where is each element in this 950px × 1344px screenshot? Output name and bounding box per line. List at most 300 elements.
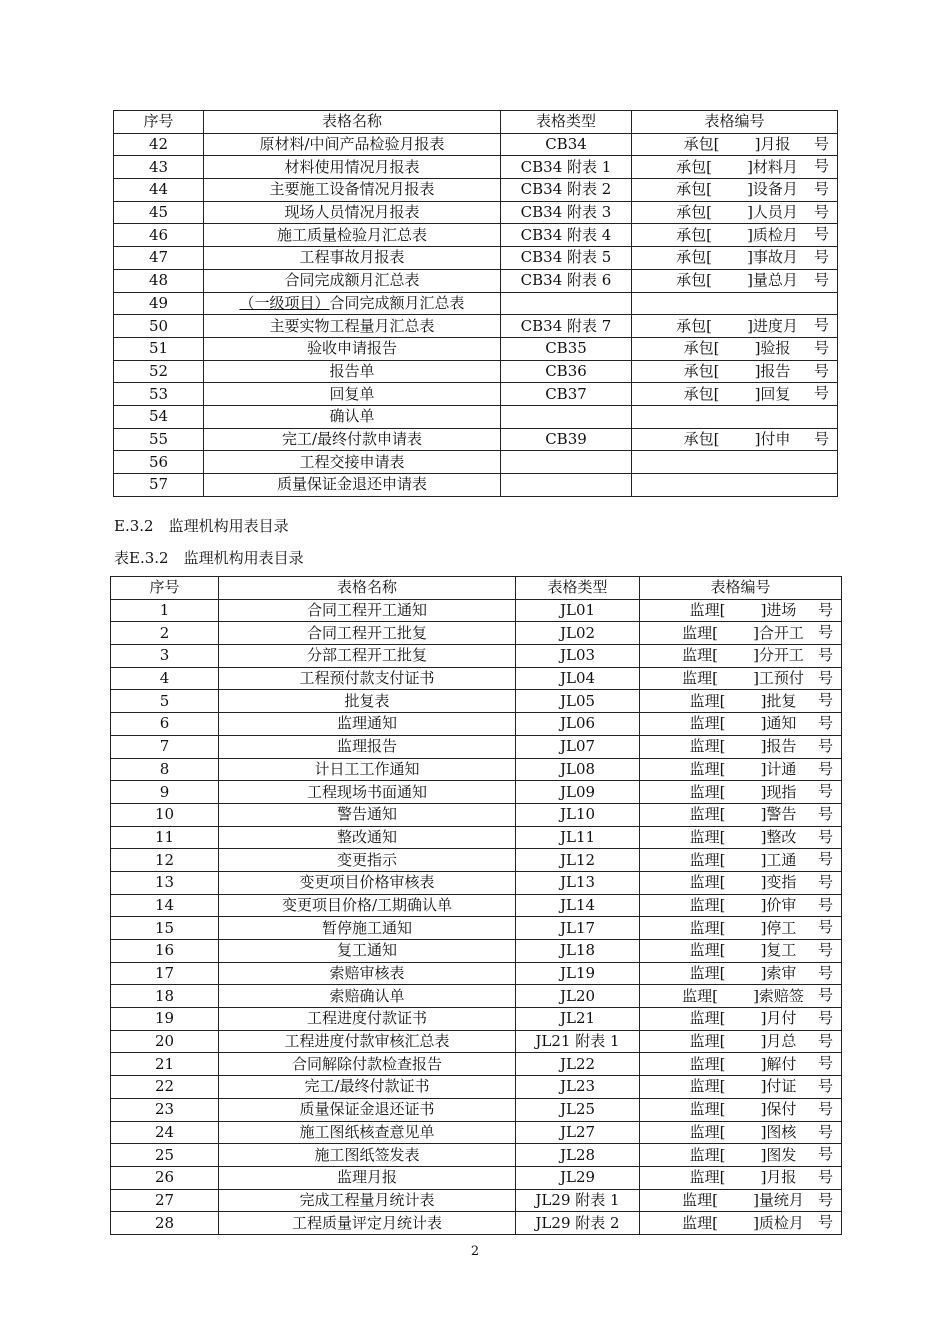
header-cell: 序号 xyxy=(114,111,204,134)
table-row xyxy=(111,985,842,1008)
form-code xyxy=(640,849,842,872)
form-type xyxy=(501,451,632,474)
row-number: 16 xyxy=(111,940,219,963)
code-word: ]图核 xyxy=(760,1122,797,1141)
code-suffix: 号 xyxy=(817,804,833,823)
table-row xyxy=(111,1189,842,1212)
form-name-underlined: （一级项目） xyxy=(239,293,330,312)
code-prefix: 监理[ xyxy=(682,1213,718,1232)
code-word: ]图发 xyxy=(760,1145,797,1164)
row-number: 48 xyxy=(114,269,204,292)
row-number: 56 xyxy=(114,451,204,474)
code-word: ]索赔签 xyxy=(753,986,804,1005)
code-suffix: 号 xyxy=(817,691,833,710)
row-number: 46 xyxy=(114,224,204,247)
form-name-text: 监理月报 xyxy=(336,1168,397,1187)
row-number: 21 xyxy=(111,1053,219,1076)
form-code xyxy=(640,985,842,1008)
form-code xyxy=(632,292,838,315)
row-number: 49 xyxy=(114,292,204,315)
row-number: 25 xyxy=(111,1144,219,1167)
code-prefix: 监理[ xyxy=(689,601,726,620)
code-suffix: 号 xyxy=(817,1054,833,1073)
header-row xyxy=(114,111,838,134)
form-name xyxy=(219,781,516,804)
form-type: JL03 xyxy=(516,645,640,668)
form-name xyxy=(204,133,501,156)
form-name-text: 分部工程开工批复 xyxy=(306,646,427,665)
form-code xyxy=(632,133,838,156)
header-cell: 表格名称 xyxy=(204,111,501,134)
form-name xyxy=(219,1076,516,1099)
table-row xyxy=(114,247,838,270)
form-type: JL18 xyxy=(516,940,640,963)
code-prefix: 监理[ xyxy=(689,691,726,710)
form-type xyxy=(501,292,632,315)
form-type xyxy=(501,474,632,497)
form-name xyxy=(204,156,501,179)
form-code xyxy=(632,360,838,383)
row-number: 44 xyxy=(114,179,204,202)
form-name-text: 暂停施工通知 xyxy=(321,918,412,937)
table-row xyxy=(114,474,838,497)
form-type: JL09 xyxy=(516,781,640,804)
form-type: CB34 附表 7 xyxy=(501,315,632,338)
code-prefix: 承包[ xyxy=(676,203,712,222)
table-row xyxy=(111,962,842,985)
form-name-text: 索赔确认单 xyxy=(329,986,405,1005)
row-number: 51 xyxy=(114,337,204,360)
form-name-text: 监理报告 xyxy=(336,737,397,756)
form-code xyxy=(640,713,842,736)
form-code xyxy=(640,940,842,963)
form-name xyxy=(204,337,501,360)
code-prefix: 承包[ xyxy=(683,429,720,448)
form-type: JL22 xyxy=(516,1053,640,1076)
code-suffix: 号 xyxy=(813,248,829,267)
form-code xyxy=(632,156,838,179)
form-name xyxy=(219,1053,516,1076)
code-prefix: 监理[ xyxy=(689,1054,726,1073)
form-code xyxy=(632,474,838,497)
code-word: ]复工 xyxy=(760,941,797,960)
code-word: ]事故月 xyxy=(747,248,798,267)
form-code xyxy=(632,383,838,406)
code-word: ]进度月 xyxy=(747,316,798,335)
form-type: JL21 附表 1 xyxy=(516,1030,640,1053)
code-suffix: 号 xyxy=(817,714,833,733)
form-code xyxy=(632,315,838,338)
table-row xyxy=(111,849,842,872)
code-prefix: 承包[ xyxy=(676,180,712,199)
form-name xyxy=(219,871,516,894)
table-row xyxy=(111,803,842,826)
table-row xyxy=(111,917,842,940)
form-name-text: 合同解除付款检查报告 xyxy=(291,1054,442,1073)
form-name-text: 复工通知 xyxy=(336,941,397,960)
code-suffix: 号 xyxy=(817,623,833,642)
form-name-text: 工程质量评定月统计表 xyxy=(291,1213,442,1232)
code-word: ]付证 xyxy=(760,1077,797,1096)
code-suffix: 号 xyxy=(817,963,833,982)
row-number: 28 xyxy=(111,1212,219,1235)
table-row xyxy=(114,224,838,247)
code-word: ]价审 xyxy=(760,895,797,914)
code-prefix: 监理[ xyxy=(689,895,726,914)
table-row xyxy=(114,428,838,451)
code-word: ]警告 xyxy=(760,805,797,824)
table-row xyxy=(114,405,838,428)
row-number: 15 xyxy=(111,917,219,940)
form-type: JL23 xyxy=(516,1076,640,1099)
table-row xyxy=(111,1008,842,1031)
row-number: 23 xyxy=(111,1098,219,1121)
code-prefix: 承包[ xyxy=(683,361,720,380)
form-name-text: 整改通知 xyxy=(336,827,397,846)
form-name xyxy=(219,849,516,872)
form-name xyxy=(204,451,501,474)
row-number: 14 xyxy=(111,894,219,917)
code-suffix: 号 xyxy=(817,782,833,801)
form-name-text: 质量保证金退还申请表 xyxy=(276,475,427,494)
code-suffix: 号 xyxy=(813,225,829,244)
form-code xyxy=(640,962,842,985)
table-row xyxy=(114,179,838,202)
form-name-text: 完工/最终付款证书 xyxy=(304,1077,430,1096)
code-suffix: 号 xyxy=(813,316,829,335)
table-row xyxy=(111,599,842,622)
table-row xyxy=(111,690,842,713)
form-code xyxy=(640,735,842,758)
row-number: 54 xyxy=(114,405,204,428)
code-word: ]量总月 xyxy=(747,271,798,290)
form-name xyxy=(219,1008,516,1031)
row-number: 42 xyxy=(114,133,204,156)
code-word: ]工通 xyxy=(760,850,797,869)
code-suffix: 号 xyxy=(817,1145,833,1164)
table-row xyxy=(111,1098,842,1121)
form-code xyxy=(632,428,838,451)
form-type: JL27 xyxy=(516,1121,640,1144)
code-prefix: 监理[ xyxy=(689,1077,726,1096)
form-name xyxy=(204,383,501,406)
form-type: JL19 xyxy=(516,962,640,985)
table-row xyxy=(111,781,842,804)
row-number: 19 xyxy=(111,1008,219,1031)
code-suffix: 号 xyxy=(817,1077,833,1096)
row-number: 26 xyxy=(111,1166,219,1189)
form-type: JL04 xyxy=(516,667,640,690)
form-name-text: 监理通知 xyxy=(336,714,397,733)
form-name-text: 回复单 xyxy=(329,384,375,403)
form-name xyxy=(219,735,516,758)
code-prefix: 监理[ xyxy=(682,623,718,642)
row-number: 55 xyxy=(114,428,204,451)
code-prefix: 承包[ xyxy=(676,248,712,267)
table-row xyxy=(111,713,842,736)
page-number: 2 xyxy=(470,1244,480,1259)
code-prefix: 承包[ xyxy=(683,384,720,403)
table-row xyxy=(114,269,838,292)
form-type: JL08 xyxy=(516,758,640,781)
row-number: 11 xyxy=(111,826,219,849)
form-type: CB39 xyxy=(501,428,632,451)
table-row xyxy=(111,1076,842,1099)
form-code xyxy=(640,826,842,849)
row-number: 45 xyxy=(114,201,204,224)
code-prefix: 监理[ xyxy=(689,918,726,937)
form-name-text: 主要施工设备情况月报表 xyxy=(269,180,435,199)
form-name-text: 完成工程量月统计表 xyxy=(299,1190,435,1209)
form-name xyxy=(204,224,501,247)
code-prefix: 承包[ xyxy=(683,339,720,358)
code-prefix: 监理[ xyxy=(689,737,726,756)
form-name xyxy=(219,758,516,781)
form-code xyxy=(640,1053,842,1076)
code-prefix: 监理[ xyxy=(682,986,718,1005)
section-heading: E.3.2 监理机构用表目录 xyxy=(114,517,289,535)
form-name-text: 施工图纸核查意见单 xyxy=(299,1122,435,1141)
form-type: JL29 附表 1 xyxy=(516,1189,640,1212)
form-type: JL28 xyxy=(516,1144,640,1167)
table-row xyxy=(111,826,842,849)
form-name-text: 工程进度付款证书 xyxy=(306,1009,427,1028)
form-name xyxy=(219,1121,516,1144)
code-word: ]报告 xyxy=(754,361,791,380)
form-name xyxy=(204,405,501,428)
code-prefix: 监理[ xyxy=(682,646,718,665)
form-code xyxy=(632,179,838,202)
form-type: CB34 附表 4 xyxy=(501,224,632,247)
form-code xyxy=(640,622,842,645)
code-suffix: 号 xyxy=(813,361,829,380)
form-name xyxy=(219,1144,516,1167)
form-name-text: 变更项目价格审核表 xyxy=(299,873,435,892)
form-name xyxy=(219,940,516,963)
code-suffix: 号 xyxy=(817,872,833,891)
form-name xyxy=(204,247,501,270)
code-prefix: 监理[ xyxy=(682,1190,718,1209)
row-number: 4 xyxy=(111,667,219,690)
form-name-text: 主要实物工程量月汇总表 xyxy=(269,316,435,335)
code-suffix: 号 xyxy=(817,759,833,778)
code-word: ]量统月 xyxy=(753,1190,804,1209)
table-row xyxy=(111,758,842,781)
form-name-text: 工程预付款支付证书 xyxy=(299,669,435,688)
form-type: JL01 xyxy=(516,599,640,622)
code-word: ]工预付 xyxy=(753,669,804,688)
code-word: ]进场 xyxy=(760,601,797,620)
row-number: 43 xyxy=(114,156,204,179)
form-code xyxy=(640,1008,842,1031)
form-type: JL21 xyxy=(516,1008,640,1031)
form-type: CB36 xyxy=(501,360,632,383)
form-type: JL11 xyxy=(516,826,640,849)
form-name-text: 变更指示 xyxy=(336,850,397,869)
row-number: 3 xyxy=(111,645,219,668)
form-type: CB34 附表 1 xyxy=(501,156,632,179)
row-number: 27 xyxy=(111,1189,219,1212)
code-suffix: 号 xyxy=(813,202,829,221)
table-row xyxy=(111,1053,842,1076)
code-suffix: 号 xyxy=(813,429,829,448)
header-row xyxy=(111,577,842,600)
code-suffix: 号 xyxy=(813,180,829,199)
code-word: ]现指 xyxy=(760,782,797,801)
form-type: JL25 xyxy=(516,1098,640,1121)
table-row xyxy=(114,451,838,474)
row-number: 50 xyxy=(114,315,204,338)
row-number: 24 xyxy=(111,1121,219,1144)
form-type: CB35 xyxy=(501,337,632,360)
form-name-text: 施工质量检验月汇总表 xyxy=(276,225,427,244)
form-name-text: 材料使用情况月报表 xyxy=(284,157,420,176)
code-word: ]分开工 xyxy=(753,646,804,665)
form-code xyxy=(632,405,838,428)
form-type: JL12 xyxy=(516,849,640,872)
table-row xyxy=(111,871,842,894)
row-number: 20 xyxy=(111,1030,219,1053)
contractor-forms-table xyxy=(113,110,838,497)
code-word: ]报告 xyxy=(760,737,797,756)
form-type: JL17 xyxy=(516,917,640,940)
form-code xyxy=(632,337,838,360)
form-name-text: 工程交接申请表 xyxy=(299,452,405,471)
code-suffix: 号 xyxy=(817,1213,833,1232)
form-type: JL05 xyxy=(516,690,640,713)
form-type: JL02 xyxy=(516,622,640,645)
code-suffix: 号 xyxy=(817,1190,833,1209)
table-row xyxy=(111,735,842,758)
form-type: JL07 xyxy=(516,735,640,758)
table-row xyxy=(111,1166,842,1189)
code-prefix: 监理[ xyxy=(689,759,726,778)
form-type: CB34 xyxy=(501,133,632,156)
form-name-text: 计日工工作通知 xyxy=(314,759,420,778)
table-row xyxy=(114,133,838,156)
table-row xyxy=(111,1212,842,1235)
code-word: ]月报 xyxy=(760,1168,797,1187)
code-prefix: 监理[ xyxy=(689,1100,726,1119)
form-name xyxy=(219,667,516,690)
row-number: 13 xyxy=(111,871,219,894)
form-name-text: 质量保证金退还证书 xyxy=(299,1100,435,1119)
form-type: JL29 附表 2 xyxy=(516,1212,640,1235)
form-type: CB34 附表 6 xyxy=(501,269,632,292)
form-name-text: 报告单 xyxy=(329,361,375,380)
code-word: ]计通 xyxy=(760,759,797,778)
table-row xyxy=(114,201,838,224)
header-cell: 表格类型 xyxy=(501,111,632,134)
code-prefix: 监理[ xyxy=(682,669,718,688)
row-number: 9 xyxy=(111,781,219,804)
code-word: ]材料月 xyxy=(747,157,798,176)
code-prefix: 监理[ xyxy=(689,1122,726,1141)
form-code xyxy=(632,269,838,292)
form-code xyxy=(640,1098,842,1121)
form-name xyxy=(204,269,501,292)
form-name-text: 合同完成额月汇总表 xyxy=(329,293,465,312)
code-word: ]变指 xyxy=(760,873,797,892)
code-word: ]月报 xyxy=(754,135,791,154)
code-word: ]批复 xyxy=(760,691,797,710)
code-prefix: 承包[ xyxy=(676,225,712,244)
code-suffix: 号 xyxy=(817,827,833,846)
code-suffix: 号 xyxy=(817,918,833,937)
code-word: ]人员月 xyxy=(747,203,798,222)
code-suffix: 号 xyxy=(817,1122,833,1141)
form-code xyxy=(640,1076,842,1099)
code-word: ]解付 xyxy=(760,1054,797,1073)
code-prefix: 监理[ xyxy=(689,941,726,960)
form-code xyxy=(640,1030,842,1053)
code-prefix: 承包[ xyxy=(683,135,720,154)
form-code xyxy=(632,247,838,270)
form-code xyxy=(640,1121,842,1144)
form-type: JL29 xyxy=(516,1166,640,1189)
form-name xyxy=(204,360,501,383)
form-code xyxy=(632,451,838,474)
form-code xyxy=(640,781,842,804)
row-number: 17 xyxy=(111,962,219,985)
form-name xyxy=(219,826,516,849)
form-name-text: 批复表 xyxy=(344,691,390,710)
code-suffix: 号 xyxy=(817,1009,833,1028)
form-name-text: 确认单 xyxy=(329,407,375,426)
row-number: 8 xyxy=(111,758,219,781)
code-prefix: 监理[ xyxy=(689,782,726,801)
form-code xyxy=(640,690,842,713)
code-prefix: 监理[ xyxy=(689,964,726,983)
table-row xyxy=(111,645,842,668)
table-row xyxy=(114,292,838,315)
row-number: 57 xyxy=(114,474,204,497)
form-code xyxy=(640,645,842,668)
form-code xyxy=(640,1189,842,1212)
code-word: ]整改 xyxy=(760,827,797,846)
code-word: ]验报 xyxy=(754,339,791,358)
code-word: ]停工 xyxy=(760,918,797,937)
code-prefix: 监理[ xyxy=(689,1032,726,1051)
form-name-text: 工程事故月报表 xyxy=(299,248,405,267)
code-word: ]质检月 xyxy=(747,225,798,244)
row-number: 47 xyxy=(114,247,204,270)
table-row xyxy=(114,315,838,338)
table-row xyxy=(111,1030,842,1053)
code-word: ]设备月 xyxy=(747,180,798,199)
form-type: CB34 附表 2 xyxy=(501,179,632,202)
code-word: ]索审 xyxy=(760,964,797,983)
form-name xyxy=(219,962,516,985)
header-cell: 表格编号 xyxy=(632,111,838,134)
code-word: ]月付 xyxy=(760,1009,797,1028)
form-code xyxy=(640,894,842,917)
code-suffix: 号 xyxy=(817,986,833,1005)
form-name-text: 合同工程开工批复 xyxy=(306,623,427,642)
form-code xyxy=(640,758,842,781)
form-name xyxy=(219,985,516,1008)
table-row xyxy=(111,894,842,917)
code-prefix: 监理[ xyxy=(689,1168,726,1187)
form-name xyxy=(219,803,516,826)
code-suffix: 号 xyxy=(817,646,833,665)
code-suffix: 号 xyxy=(817,1167,833,1186)
form-code xyxy=(640,917,842,940)
form-name-text: 索赔审核表 xyxy=(329,964,405,983)
form-name xyxy=(219,894,516,917)
form-name-text: 工程现场书面通知 xyxy=(306,782,427,801)
code-suffix: 号 xyxy=(817,668,833,687)
